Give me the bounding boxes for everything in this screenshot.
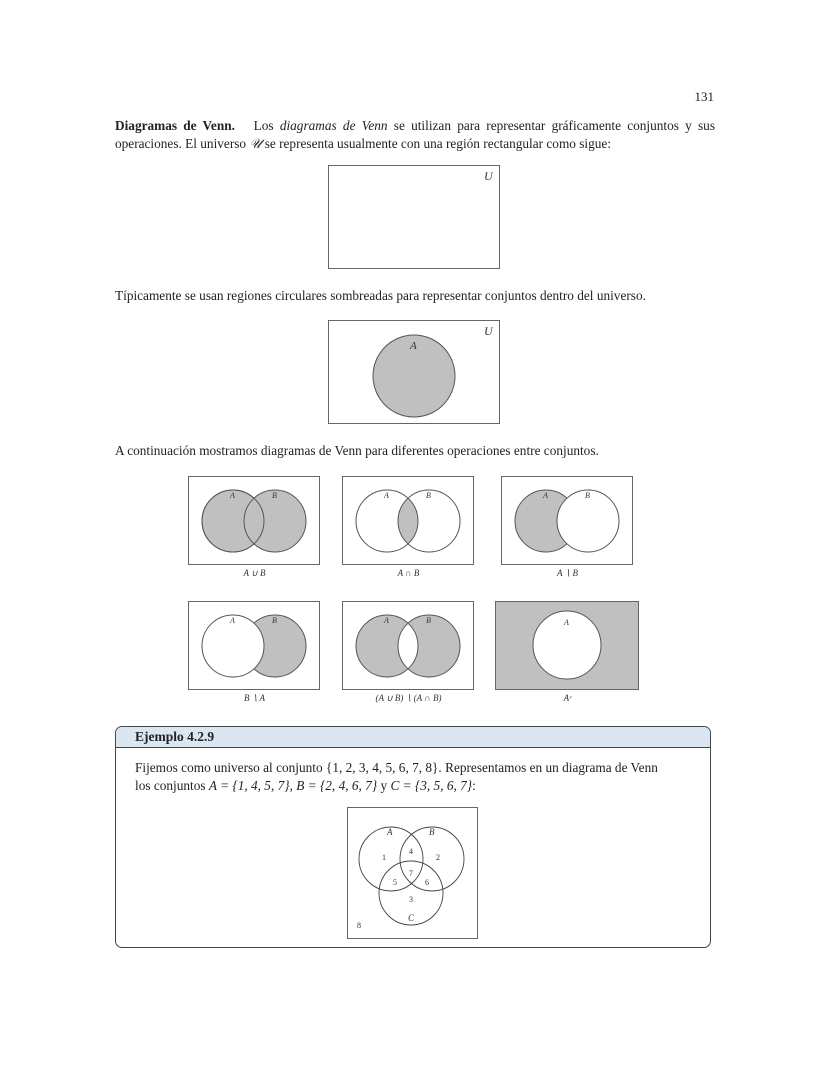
venn-complement <box>495 601 640 691</box>
region-a-b: 4 <box>409 847 413 856</box>
venn-symmetric-difference <box>342 601 475 691</box>
caption-union: A ∪ B <box>243 568 266 578</box>
caption-a-minus-b: A ∖ B <box>556 568 579 578</box>
region-only-a: 1 <box>382 853 386 862</box>
caption-symmetric-difference: (A ∪ B) ∖ (A ∩ B) <box>375 693 442 703</box>
svg-text:A: A <box>230 491 235 500</box>
svg-text:A: A <box>564 618 569 627</box>
region-a-b-c: 7 <box>409 869 413 878</box>
paragraph-3: A continuación mostramos diagramas de Venn para diferentes operaciones entre conjuntos. <box>115 443 599 458</box>
venn-three-sets <box>347 807 478 939</box>
label-c: C <box>408 913 415 923</box>
svg-text:A: A <box>384 491 389 500</box>
example-title: Ejemplo 4.2.9 <box>116 727 710 748</box>
example-line-1: Fijemos como universo al conjunto {1, 2, 3, 4, 5, 6, 7, 8}. Representamos en un diagrama de Venn <box>135 760 658 775</box>
svg-text:B: B <box>585 491 590 500</box>
caption-b-minus-a: B ∖ A <box>243 693 266 703</box>
page-number: 131 <box>694 89 714 104</box>
set-label: A <box>410 340 417 352</box>
label-a: A <box>387 827 393 837</box>
svg-text:B: B <box>426 616 431 625</box>
universe-diagram <box>328 165 500 269</box>
venn-a-minus-b <box>501 476 634 566</box>
set-a-definition: A = {1, 4, 5, 7} <box>208 778 290 793</box>
region-a-c: 5 <box>393 878 397 887</box>
example-body <box>116 748 710 795</box>
caption-intersection: A ∩ B <box>397 568 420 578</box>
label-b: B <box>429 827 435 837</box>
venn-intersection <box>342 476 475 566</box>
example-line-2: los conjuntos A = {1, 4, 5, 7}, B = {2, 4, 6, 7} y C = {3, 5, 6, 7}: <box>135 778 476 793</box>
caption-complement: Aᶜ <box>563 693 572 703</box>
region-only-c: 3 <box>409 895 413 904</box>
paragraph-2: Típicamente se usan regiones circulares sombreadas para representar conjuntos dentro del universo. <box>115 288 646 303</box>
svg-text:B: B <box>272 491 277 500</box>
region-b-c: 6 <box>425 878 429 887</box>
emphasis: diagramas de Venn <box>279 118 388 133</box>
venn-union <box>188 476 321 566</box>
svg-text:A: A <box>230 616 235 625</box>
set-c-definition: C = {3, 5, 6, 7} <box>390 778 473 793</box>
set-b-definition: B = {2, 4, 6, 7} <box>296 778 378 793</box>
region-only-b: 2 <box>436 853 440 862</box>
universe-label: U <box>484 324 493 338</box>
svg-text:A: A <box>384 616 389 625</box>
venn-b-minus-a <box>188 601 321 691</box>
universe-symbol: 𝒰 <box>249 136 262 151</box>
intro-paragraph: Diagramas de Venn. Los diagramas de Venn se utilizan para representar gráficamente conjuntos y sus operaciones. El universo 𝒰 se representa usualmente con una región rectangular como sigue: <box>115 118 715 151</box>
region-outside: 8 <box>357 921 361 930</box>
section-heading: Diagramas de Venn. <box>115 118 235 133</box>
svg-text:B: B <box>426 491 431 500</box>
svg-text:A: A <box>543 491 548 500</box>
svg-text:B: B <box>272 616 277 625</box>
universe-label: U <box>484 169 493 183</box>
set-a-diagram <box>328 320 500 424</box>
